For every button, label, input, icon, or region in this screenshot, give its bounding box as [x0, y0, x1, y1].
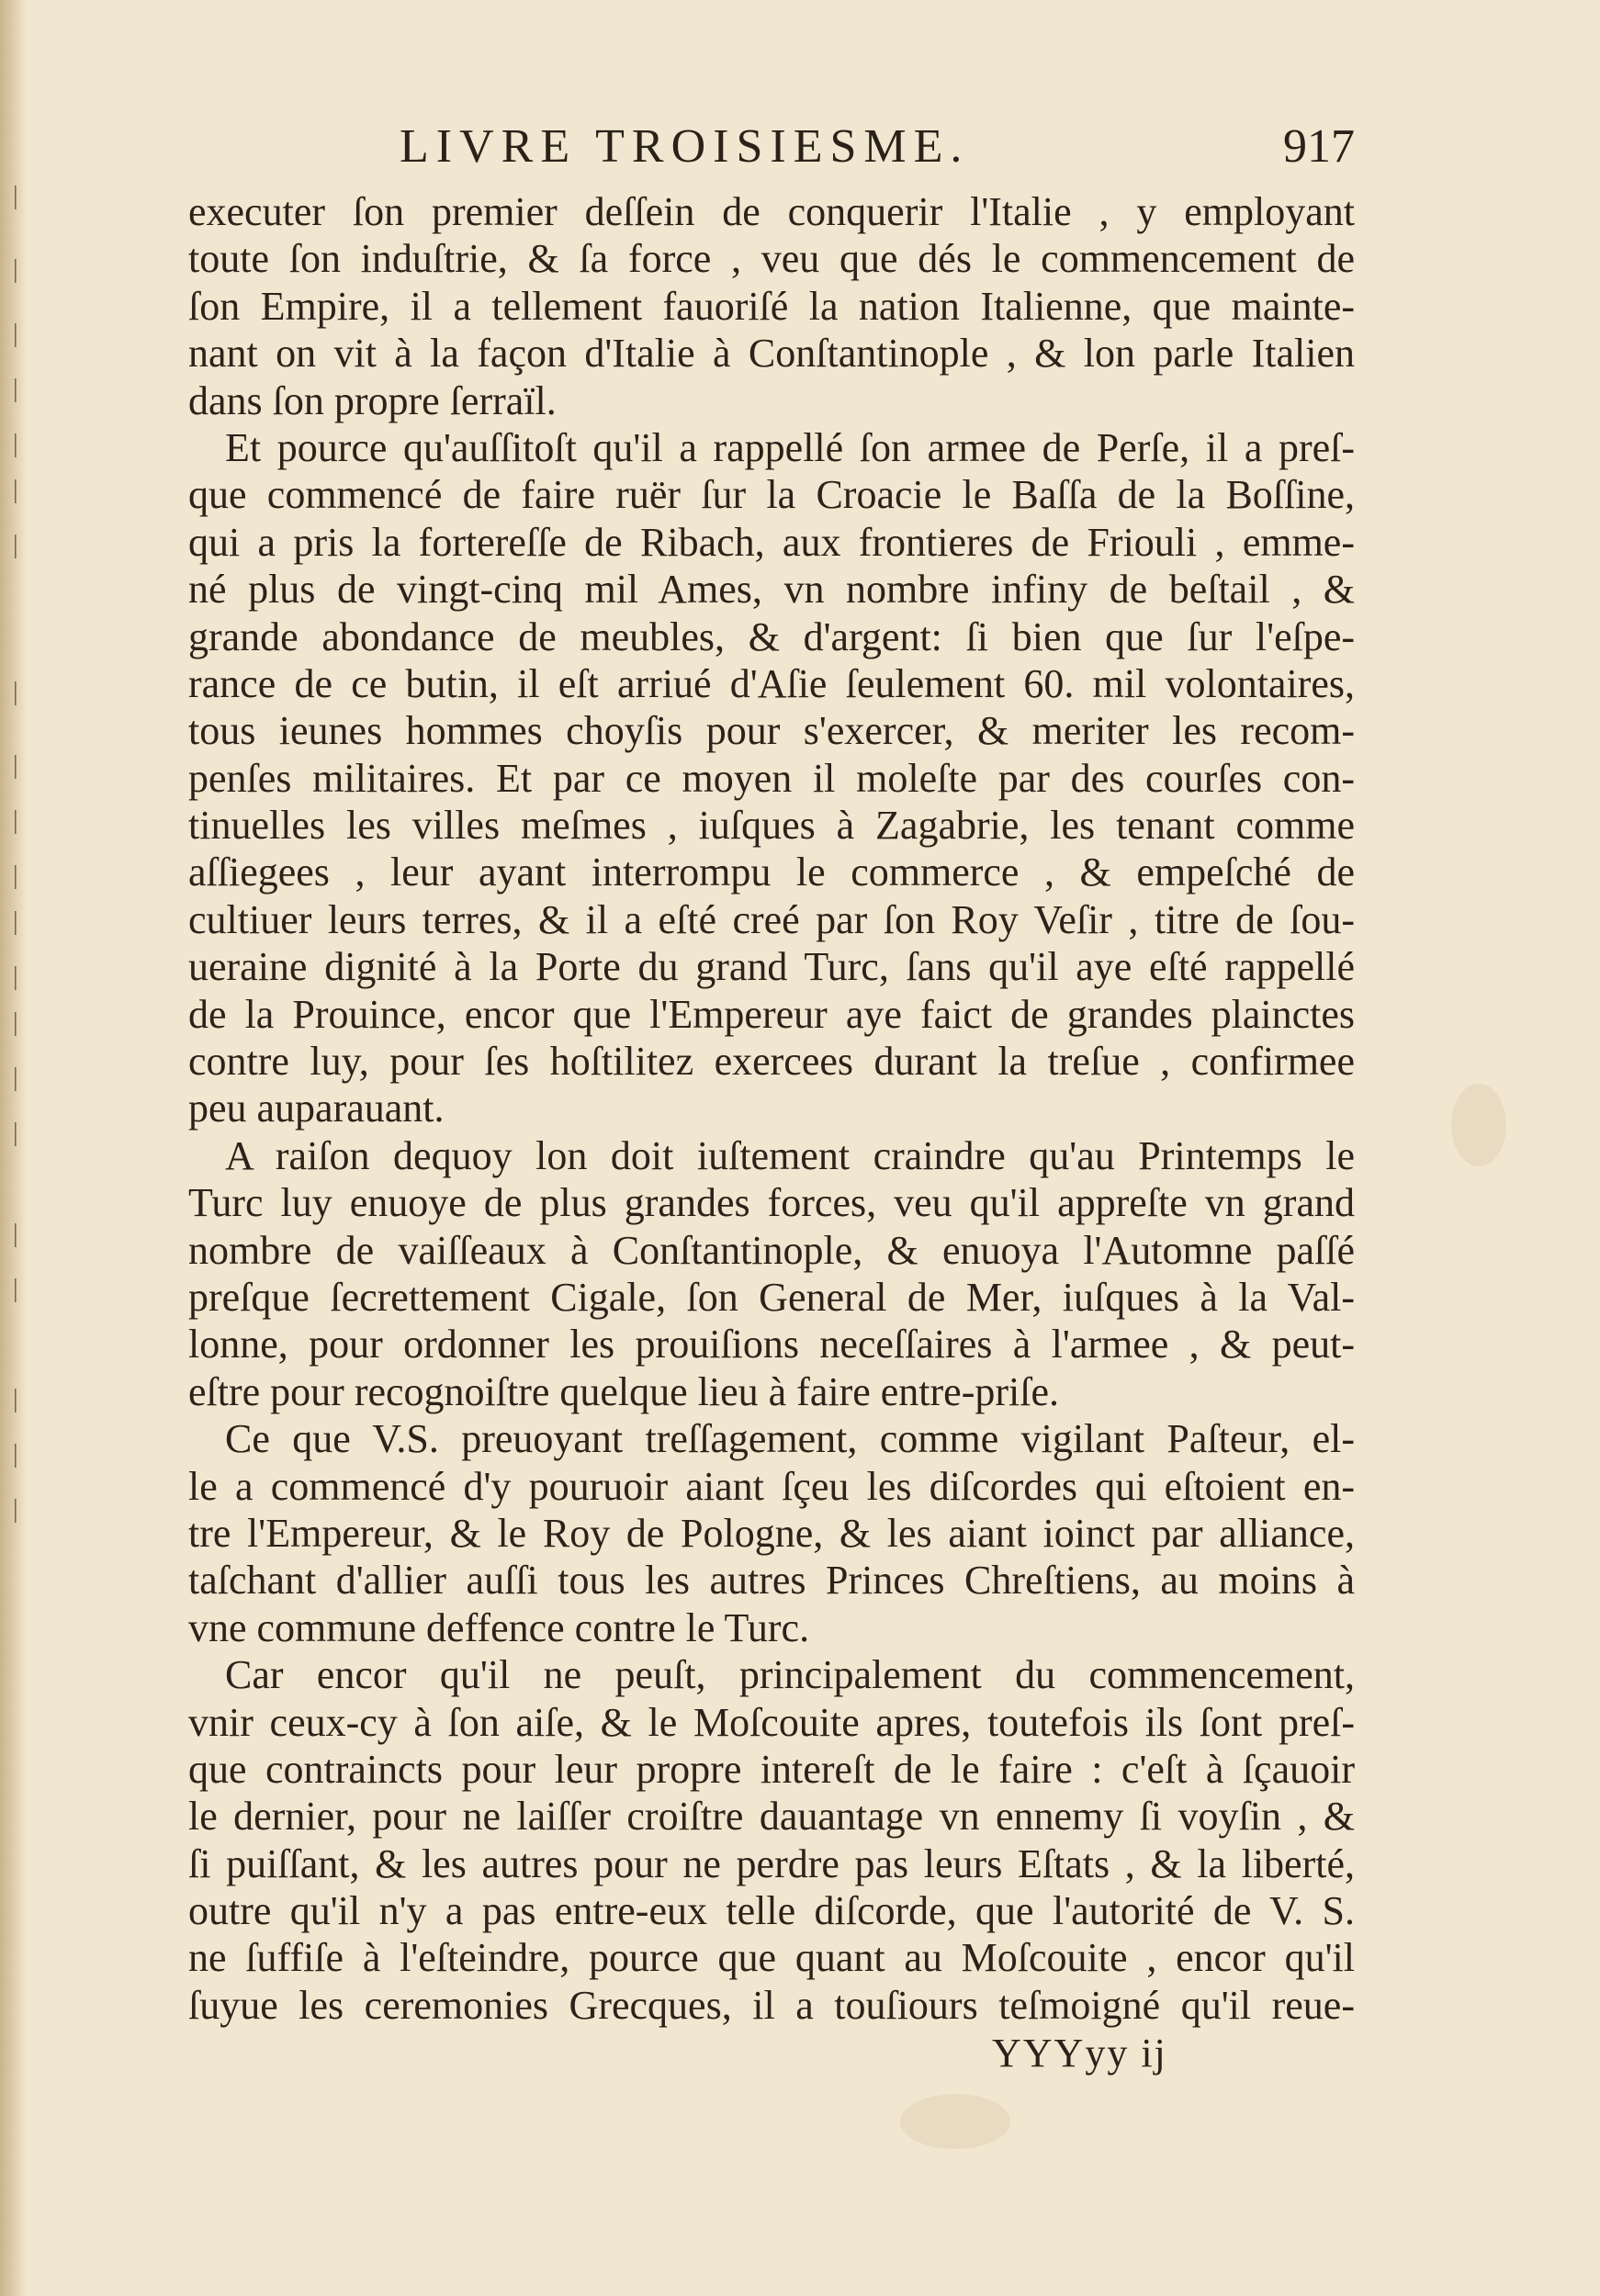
running-title: LIVRE TROISIESME. [400, 120, 970, 173]
body-text [188, 188, 1355, 2029]
page-number: 917 [1283, 120, 1355, 173]
signature-mark: YYYyy ij [992, 2031, 1167, 2076]
text-line: ſi puiſſant, & les autres pour ne perdre pas leurs Eſtats , & la liberté, [188, 1840, 1355, 1886]
text-line: ne ſuffiſe à l'eſteindre, pource que quant au Moſcouite , encor qu'il [188, 1935, 1355, 1981]
text-line: grande abondance de meubles, & d'argent: ſi bien que ſur l'eſpe- [188, 613, 1355, 659]
text-line: aſſiegees , leur ayant interrompu le commerce , & empeſché de [188, 850, 1355, 895]
paragraph [188, 1415, 1355, 1651]
paragraph [188, 424, 1355, 1132]
text-line: vne commune deffence contre le Turc. [188, 1604, 810, 1650]
text-line: tous ieunes hommes choyſis pour s'exercer, & meriter les recom- [188, 708, 1355, 754]
text-line: Et pource qu'auſſitoſt qu'il a rappellé ſon armee de Perſe, il a preſ- [225, 424, 1355, 470]
text-line: Turc luy enuoye de plus grandes forces, veu qu'il appreſte vn grand [188, 1180, 1355, 1226]
text-line: outre qu'il n'y a pas entre-eux telle diſcorde, que l'autorité de V. S. [188, 1888, 1355, 1934]
page-header [188, 110, 1355, 174]
text-line: né plus de vingt-cinq mil Ames, vn nombre infiny de beſtail , & [188, 567, 1355, 613]
text-line: nombre de vaiſſeaux à Conſtantinople, & enuoya l'Automne paſſé [188, 1227, 1355, 1273]
text-line: lonne, pour ordonner les prouiſions neceſſaires à l'armee , & peut- [188, 1322, 1355, 1367]
text-line: A raiſon dequoy lon doit iuſtement craindre qu'au Printemps le [225, 1132, 1355, 1178]
text-line: de la Prouince, encor que l'Empereur aye faict de grandes plainctes [188, 991, 1355, 1037]
text-line: toute ſon induſtrie, & ſa force , veu que dés le commencement de [188, 236, 1355, 282]
text-line: rance de ce butin, il eſt arriué d'Aſie ſeulement 60. mil volontaires, [188, 660, 1355, 706]
text-line: ueraine dignité à la Porte du grand Turc, ſans qu'il aye eſté rappellé [188, 944, 1355, 990]
bleed-through-marks: | | | | | | | | | | | | | | | | | | | | | [13, 182, 18, 1524]
text-line: taſchant d'allier auſſi tous les autres Princes Chreſtiens, au moins à [188, 1558, 1355, 1604]
text-line: qui a pris la fortereſſe de Ribach, aux frontieres de Friouli , emme- [188, 519, 1355, 565]
text-line: cultiuer leurs terres, & il a eſté creé par ſon Roy Veſir , titre de ſou- [188, 896, 1355, 942]
text-line: peu auparauant. [188, 1086, 445, 1131]
text-line: vnir ceux-cy à ſon aiſe, & le Moſcouite apres, toutefois ils ſont preſ- [188, 1699, 1355, 1745]
text-line: le dernier, pour ne laiſſer croiſtre dauantage vn ennemy ſi voyſin , & [188, 1794, 1355, 1840]
text-line: tre l'Empereur, & le Roy de Pologne, & les aiant ioinct par alliance, [188, 1510, 1355, 1556]
text-line: penſes militaires. Et par ce moyen il moleſte par des courſes con- [188, 755, 1355, 801]
text-line: preſque ſecrettement Cigale, ſon General de Mer, iuſques à la Val- [188, 1274, 1355, 1320]
paragraph [188, 1651, 1355, 2029]
text-line: contre luy, pour ſes hoſtilitez exercees durant la treſue , confirmee [188, 1039, 1355, 1085]
text-line: dans ſon propre ſerraïl. [188, 377, 557, 423]
text-line: eſtre pour recognoiſtre quelque lieu à faire entre-priſe. [188, 1368, 1059, 1414]
text-line: que contraincts pour leur propre intereſt de le faire : c'eſt à ſçauoir [188, 1746, 1355, 1792]
paragraph [188, 188, 1355, 424]
text-line: tinuelles les villes meſmes , iuſques à Zagabrie, les tenant comme [188, 803, 1355, 849]
text-line: ſuyue les ceremonies Grecques, il a touſiours teſmoigné qu'il reue- [188, 1982, 1355, 2028]
paper-stain [1451, 1084, 1506, 1166]
text-line: nant on vit à la façon d'Italie à Conſtantinople , & lon parle Italien [188, 331, 1355, 377]
text-line: Car encor qu'il ne peuſt, principalement du commencement, [225, 1652, 1355, 1698]
text-line: le a commencé d'y pouruoir aiant ſçeu les diſcordes qui eſtoient en- [188, 1463, 1355, 1509]
text-line: Ce que V.S. preuoyant treſſagement, comme vigilant Paſteur, el- [225, 1416, 1355, 1462]
text-line: que commencé de faire ruër ſur la Croacie le Baſſa de la Boſſine, [188, 472, 1355, 518]
paragraph [188, 1132, 1355, 1415]
text-line: ſon Empire, il a tellement fauoriſé la nation Italienne, que mainte- [188, 283, 1355, 329]
text-line: executer ſon premier deſſein de conquerir l'Italie , y employant [188, 189, 1355, 234]
paper-stain [900, 2094, 1010, 2149]
